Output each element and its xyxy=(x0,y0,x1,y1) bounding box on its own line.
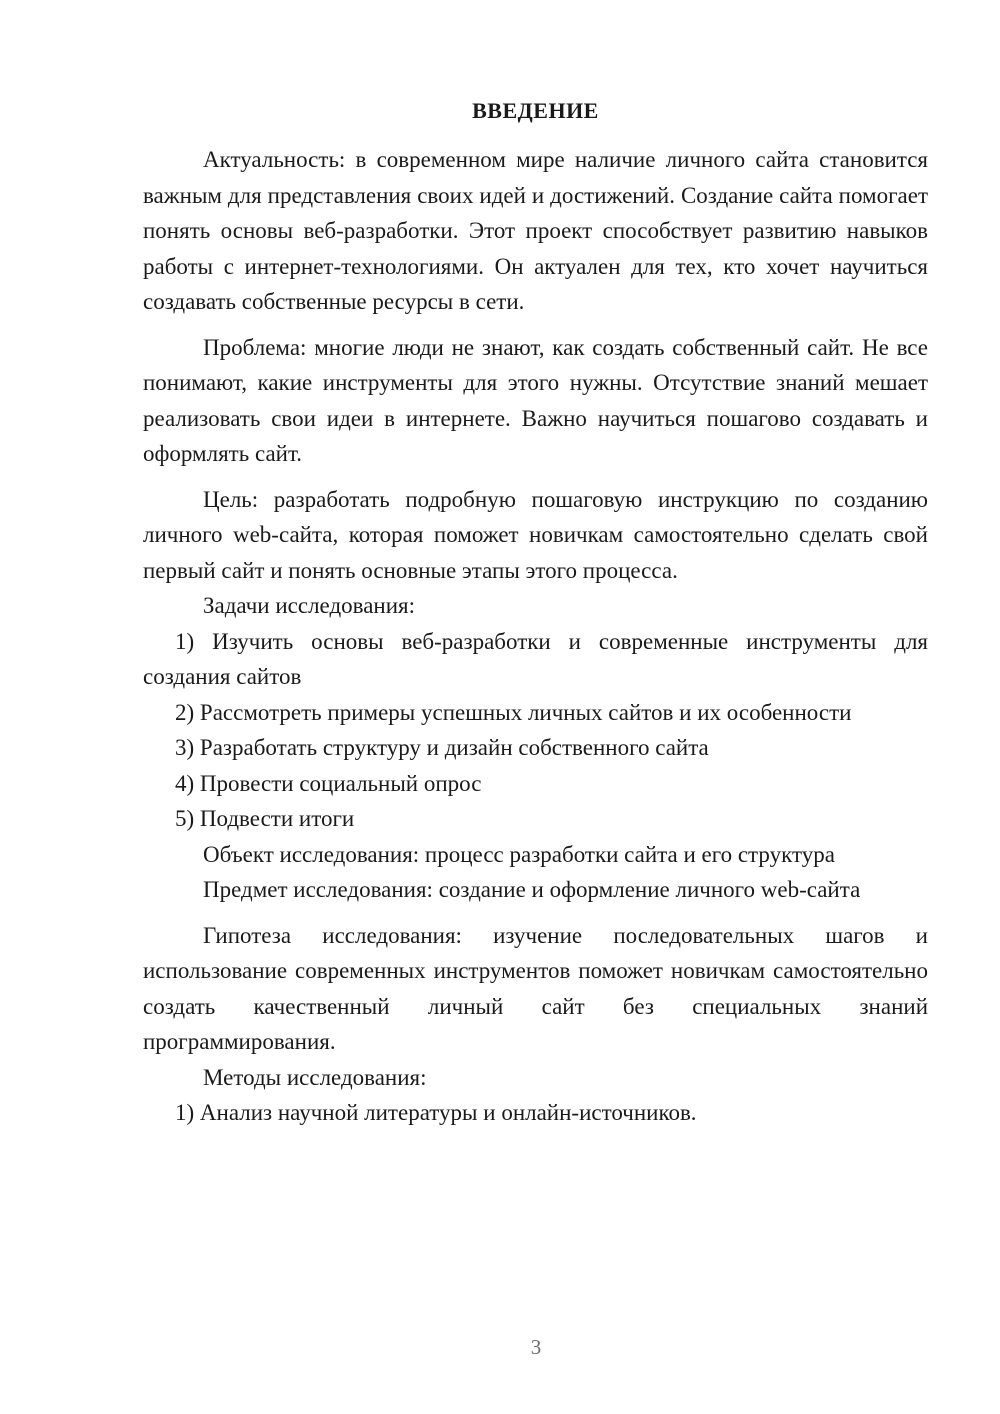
methods-title: Методы исследования: xyxy=(203,1064,427,1090)
subject-paragraph: Предмет исследования: создание и оформление личного web-сайта xyxy=(203,877,861,902)
task-item: 5) Подвести итоги xyxy=(175,806,355,831)
task-item: 4) Провести социальный опрос xyxy=(175,770,482,796)
method-item: 1) Анализ научной литературы и онлайн-источников. xyxy=(175,1100,697,1125)
task-item: 3) Разработать структуру и дизайн собственного сайта xyxy=(175,735,709,760)
object-paragraph: Объект исследования: процесс разработки сайта и его структура xyxy=(203,841,835,867)
page-number: 3 xyxy=(530,1335,542,1359)
tasks-title: Задачи исследования: xyxy=(203,593,416,618)
relevance-paragraph: Актуальность: в современном мире наличие личного сайта становится важным для представления своих идей и достижений. Создание сайта помогает понять основы веб-разработки. Этот проект способствует развитию навыков работы с интернет-технологиями. Он актуален для тех, кто хочет научиться создавать собственные ресурсы в сети. xyxy=(143,147,928,314)
document-body xyxy=(143,142,928,1131)
task-item: 2) Рассмотреть примеры успешных личных сайтов и их особенности xyxy=(175,699,852,725)
section-heading: ВВЕДЕНИЕ xyxy=(472,98,599,123)
hypothesis-paragraph: Гипотеза исследования: изучение последовательных шагов и использование современных инструментов поможет новичкам самостоятельно создать качественный личный сайт без специальных знаний программирования. xyxy=(143,922,928,1054)
goal-paragraph: Цель: разработать подробную пошаговую инструкцию по созданию личного web-сайта, которая поможет новичкам самостоятельно сделать свой первый сайт и понять основные этапы этого процесса. xyxy=(143,486,928,583)
task-item: 1) Изучить основы веб-разработки и современные инструменты для создания сайтов xyxy=(143,628,928,689)
problem-paragraph: Проблема: многие люди не знают, как создать собственный сайт. Не все понимают, какие инструменты для этого нужны. Отсутствие знаний мешает реализовать свои идеи в интернете. Важно научиться пошагово создавать и оформлять сайт. xyxy=(143,334,928,466)
